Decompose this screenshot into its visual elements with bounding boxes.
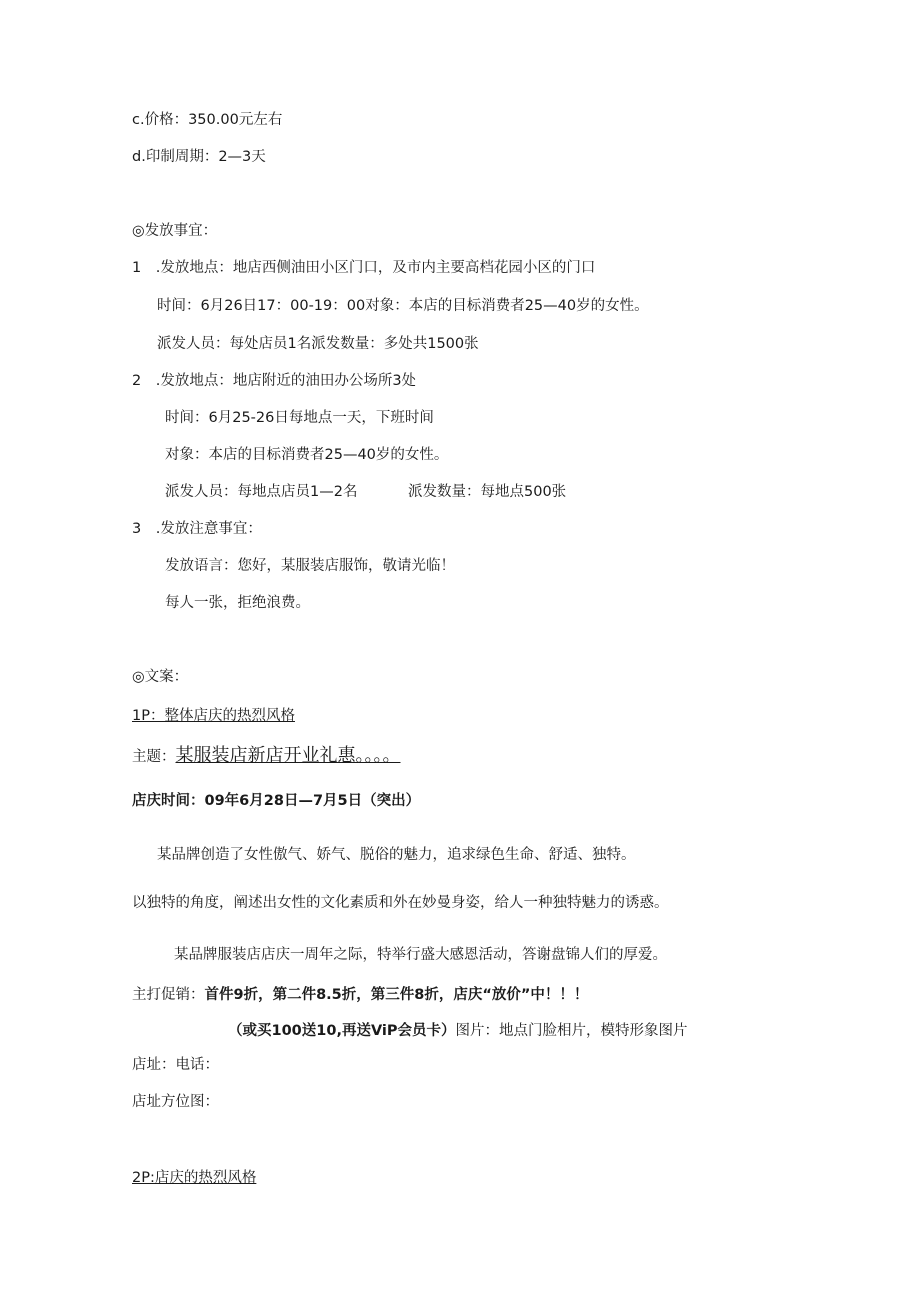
theme-line: [132, 746, 401, 767]
print-cycle-line: d.印制周期：2—3天: [132, 149, 266, 165]
promo-text: 首件9折，第二件8.5折，第三件8折，店庆“放价”中！！！: [204, 987, 589, 1003]
promo-label: 主打促销：: [132, 987, 205, 1003]
copy-heading: ◎文案：: [132, 669, 189, 685]
distribution-heading: ◎发放事宜：: [132, 223, 218, 239]
distribution-item-2-target: 对象：本店的目标消费者25—40岁的女性。: [165, 447, 449, 463]
page-1-title: 1P：整体店庆的热烈风格: [132, 708, 295, 724]
extra-line: [228, 1021, 688, 1041]
brand-paragraph-1: 某品牌创造了女性傲气、娇气、脱俗的魅力，追求绿色生命、舒适、独特。: [157, 847, 636, 863]
distribution-item-2-qty: 派发数量：每地点500张: [408, 484, 567, 500]
distribution-item-1-title: 1 .发放地点：地店西侧油田小区门口，及市内主要高档花园小区的门口: [132, 260, 596, 276]
promo-line: [132, 985, 588, 1005]
distribution-item-3-greeting: 发放语言：您好，某服装店服饰，敬请光临！: [165, 558, 455, 574]
image-note: 图片：地点门脸相片，模特形象图片: [455, 1023, 688, 1039]
price-line: c.价格：350.00元左右: [132, 112, 283, 128]
distribution-item-2-staff: 派发人员：每地点店员1—2名: [165, 484, 358, 500]
distribution-item-3-note: 每人一张，拒绝浪费。: [165, 595, 310, 611]
address-phone: 店址：电话：: [132, 1057, 219, 1073]
anniversary-time: 店庆时间：09年6月28日—7月5日（突出）: [132, 793, 421, 809]
address-map: 店址方位图：: [132, 1094, 219, 1110]
page-2-title: 2P:店庆的热烈风格: [132, 1170, 257, 1186]
brand-paragraph-2: 以独特的角度，阐述出女性的文化素质和外在妙曼身姿，给人一种独特魅力的诱惑。: [132, 895, 669, 911]
theme-label: 主题：: [132, 749, 176, 765]
theme-text: 某服装店新店开业礼惠。。。。: [175, 745, 401, 766]
distribution-item-1-staff-qty: 派发人员：每处店员1名派发数量：多处共1500张: [157, 336, 479, 352]
extra-offer: （或买100送10,再送ViP会员卡）: [228, 1023, 456, 1039]
distribution-item-1-time-target: 时间：6月26日17：00-19：00对象：本店的目标消费者25—40岁的女性。: [157, 298, 649, 314]
distribution-item-3-title: 3 .发放注意事宜：: [132, 521, 262, 537]
distribution-item-2-title: 2 .发放地点：地店附近的油田办公场所3处: [132, 373, 417, 389]
distribution-item-2-time: 时间：6月25-26日每地点一天，下班时间: [165, 410, 434, 426]
brand-paragraph-3: 某品牌服装店店庆一周年之际，特举行盛大感恩活动，答谢盘锦人们的厚爱。: [174, 947, 667, 963]
